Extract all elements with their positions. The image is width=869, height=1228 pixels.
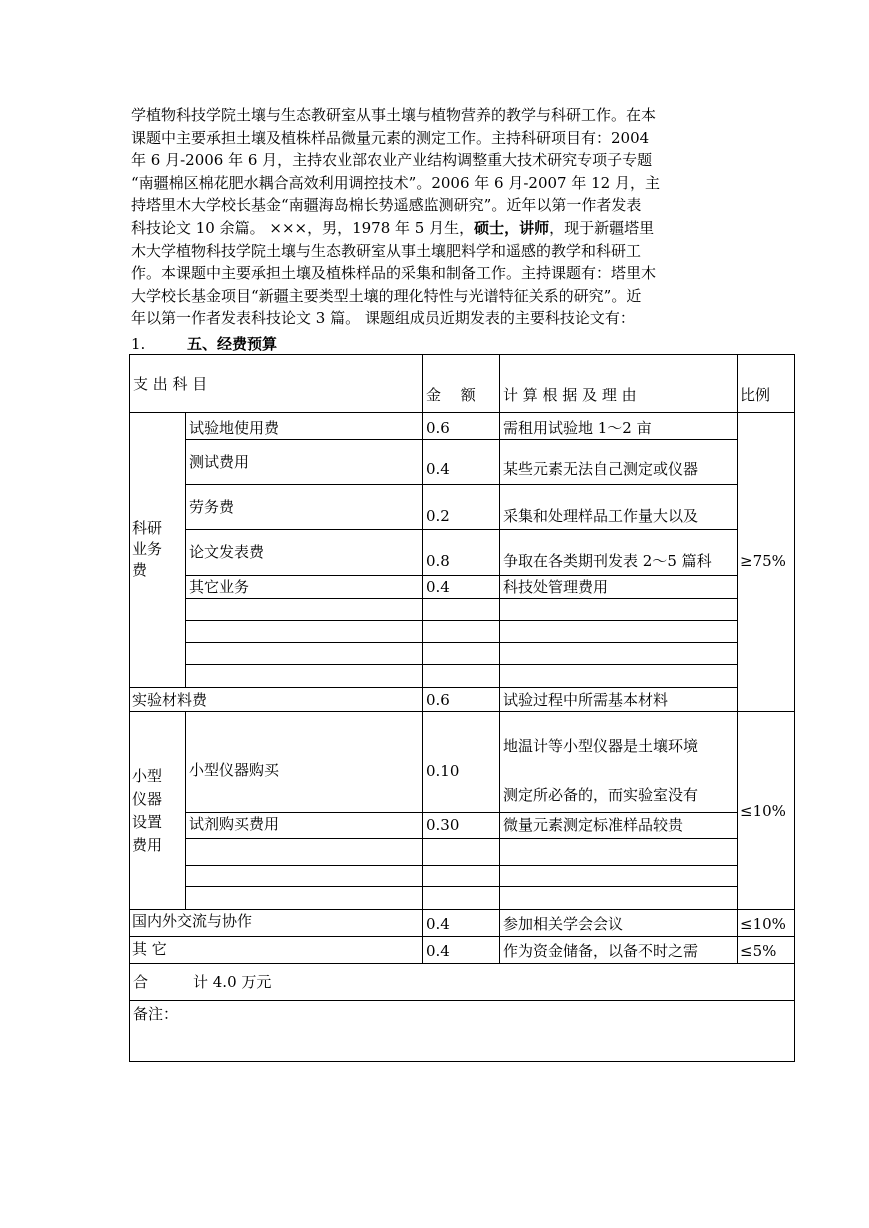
row-amount: 0.4 <box>426 460 450 478</box>
remarks-label: 备注： <box>133 1005 179 1023</box>
paragraph-line: 年以第一作者发表科技论文 3 篇。 课题组成员近期发表的主要科技论文有： <box>131 309 635 328</box>
section-number: 1. <box>131 335 146 353</box>
materials-amount: 0.6 <box>426 691 450 709</box>
total-value: 计 4.0 万元 <box>193 973 272 991</box>
paragraph-line: 持塔里木大学校长基金“南疆海岛棉长势遥感监测研究”。近年以第一作者发表 <box>131 196 642 215</box>
group-label-line: 仪器 <box>132 790 163 808</box>
research-ratio: ≥75% <box>740 552 786 570</box>
other-amount: 0.4 <box>426 942 450 960</box>
paragraph-line: 木大学植物科技学院土壤与生态教研室从事土壤肥料学和遥感的教学和科研工 <box>131 241 642 260</box>
total-label: 合 <box>133 973 149 991</box>
exchange-ratio: ≤10% <box>740 915 786 933</box>
other-ratio: ≤5% <box>740 942 777 960</box>
header-ratio: 比例 <box>740 386 771 404</box>
row-amount: 0.4 <box>426 578 450 596</box>
header-amount: 金 额 <box>426 386 476 404</box>
row-basis: 科技处管理费用 <box>503 578 609 596</box>
group-label-line: 费用 <box>132 836 163 854</box>
row-basis-line: 测定所必备的，而实验室没有 <box>503 786 699 804</box>
exchange-item: 国内外交流与协作 <box>132 912 253 930</box>
section-title: 五、经费预算 <box>187 335 278 353</box>
paragraph-line: “南疆棉区棉花肥水耦合高效利用调控技术”。2006 年 6 月-2007 年 12 月，主 <box>131 173 660 192</box>
other-basis: 作为资金储备，以备不时之需 <box>503 942 699 960</box>
instrument-group-label <box>132 765 162 857</box>
row-basis: 某些元素无法自己测定或仪器 <box>503 460 699 478</box>
row-item: 测试费用 <box>189 453 250 471</box>
row-amount: 0.6 <box>426 419 450 437</box>
exchange-amount: 0.4 <box>426 915 450 933</box>
row-item: 劳务费 <box>189 498 235 516</box>
header-item: 支 出 科 目 <box>133 375 208 393</box>
row-basis: 争取在各类期刊发表 2～5 篇科 <box>503 552 712 570</box>
paragraph-line: 课题中主要承担土壤及植株样品微量元素的测定工作。主持科研项目有：2004 <box>131 128 650 147</box>
paragraph-line: 作。本课题中主要承担土壤及植株样品的采集和制备工作。主持课题有：塔里木 <box>131 264 657 283</box>
group-label-line: 小型 <box>132 767 163 785</box>
group-label-line: 科研 <box>132 519 163 537</box>
row-basis: 微量元素测定标准样品较贵 <box>503 816 684 834</box>
paragraph-text: ，现于新疆塔里 <box>549 218 655 237</box>
row-amount: 0.30 <box>426 816 460 834</box>
materials-item: 实验材料费 <box>132 691 208 709</box>
row-basis: 需租用试验地 1～2 亩 <box>503 419 652 437</box>
header-basis: 计 算 根 据 及 理 由 <box>503 386 637 404</box>
paragraph-bold-text: 硕士，讲师 <box>474 218 550 237</box>
paragraph-line: 学植物科技学院土壤与生态教研室从事土壤与植物营养的教学与科研工作。在本 <box>131 106 657 124</box>
materials-basis: 试验过程中所需基本材料 <box>503 691 669 709</box>
row-basis-line: 地温计等小型仪器是土壤环境 <box>503 737 699 755</box>
row-item: 论文发表费 <box>189 543 265 561</box>
instrument-ratio: ≤10% <box>740 802 786 820</box>
paragraph-line: 年 6 月-2006 年 6 月，主持农业部农业产业结构调整重大技术研究专项子专题 <box>131 151 653 170</box>
group-label-line: 设置 <box>132 813 163 831</box>
exchange-basis: 参加相关学会会议 <box>503 915 624 933</box>
row-item: 试验地使用费 <box>189 419 280 437</box>
group-label-line: 费 <box>132 561 148 579</box>
row-basis: 采集和处理样品工作量大以及 <box>503 507 699 525</box>
other-item: 其 它 <box>132 940 167 958</box>
research-group-label <box>132 518 162 581</box>
row-item: 其它业务 <box>189 578 250 596</box>
group-label-line: 业务 <box>132 540 163 558</box>
row-amount: 0.8 <box>426 552 450 570</box>
paragraph-text: 科技论文 10 余篇。 ×××，男，1978 年 5 月生， <box>131 218 475 237</box>
paragraph-line: 大学校长基金项目“新疆主要类型土壤的理化特性与光谱特征关系的研究”。近 <box>131 286 642 305</box>
row-amount: 0.10 <box>426 762 460 780</box>
row-item: 小型仪器购买 <box>189 761 280 779</box>
row-item: 试剂购买费用 <box>189 815 280 833</box>
row-amount: 0.2 <box>426 507 450 525</box>
